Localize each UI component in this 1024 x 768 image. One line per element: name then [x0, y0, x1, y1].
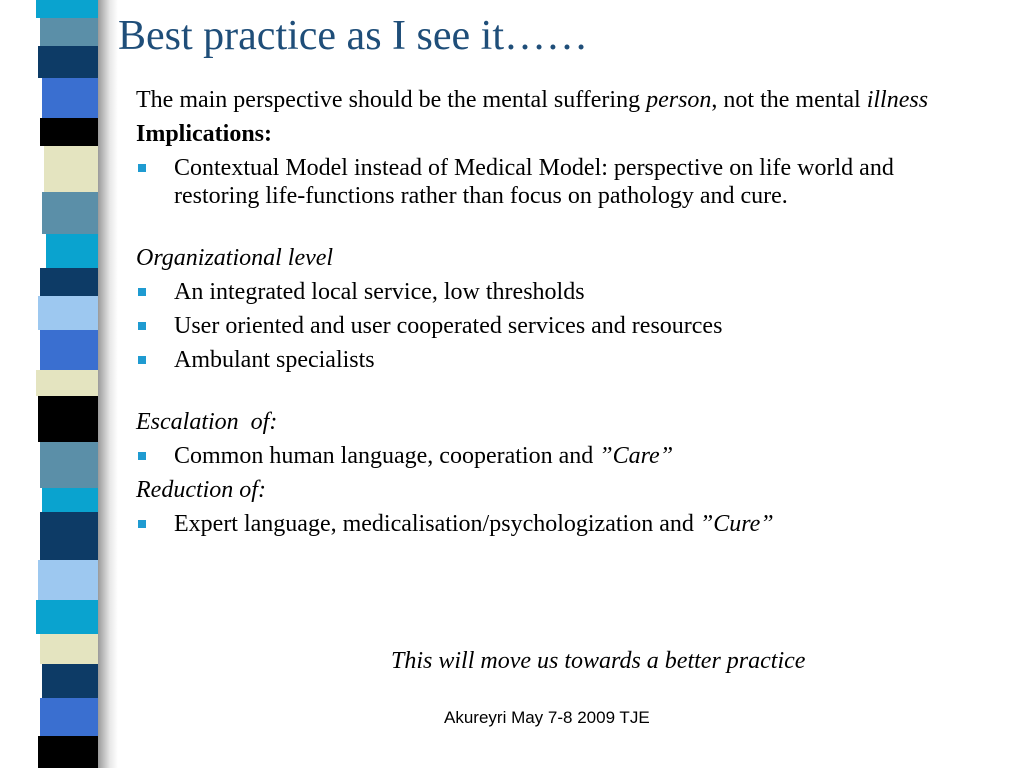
cure-emphasis: ”Cure” — [699, 511, 774, 537]
intro-paragraph — [136, 86, 936, 114]
bullet-square-icon — [138, 164, 146, 172]
bullet-square-icon — [138, 288, 146, 296]
care-emphasis: ”Care” — [599, 443, 674, 469]
intro-text-2: , not the mental — [711, 87, 867, 113]
list-item-text: User oriented and user cooperated services and resources — [174, 313, 723, 339]
reduction-heading: Reduction of: — [136, 477, 266, 503]
slide-footer: Akureyri May 7-8 2009 TJE — [444, 708, 650, 727]
bullet-square-icon — [138, 322, 146, 330]
list-item-text: An integrated local service, low thresholds — [174, 279, 585, 305]
list-item — [136, 510, 936, 538]
organizational-heading: Organizational level — [136, 245, 334, 271]
list-item — [136, 442, 936, 470]
list-item — [136, 154, 936, 210]
stripe-shadow — [98, 0, 118, 768]
list-item — [136, 346, 936, 374]
list-item — [136, 278, 936, 306]
list-item — [136, 312, 936, 340]
list-item-text: Contextual Model instead of Medical Model: perspective on life world and restoring life-functions rather than focus on pathology and cure. — [174, 155, 894, 209]
implications-heading: Implications: — [136, 121, 273, 147]
bullet-square-icon — [138, 356, 146, 364]
intro-text-1: The main perspective should be the mental suffering — [136, 87, 647, 113]
slide-title: Best practice as I see it…… — [118, 13, 588, 59]
bullet-square-icon — [138, 452, 146, 460]
slide-body — [136, 86, 936, 538]
bullet-square-icon — [138, 520, 146, 528]
list-item-text: Common human language, cooperation and — [174, 443, 600, 469]
decorative-stripe-bar — [0, 0, 118, 768]
list-item-text: Expert language, medicalisation/psychologization and — [174, 511, 700, 537]
intro-emphasis-person: person — [646, 87, 712, 113]
closing-statement: This will move us towards a better practice — [391, 648, 806, 674]
escalation-heading: Escalation of: — [136, 409, 278, 435]
intro-emphasis-illness: illness — [866, 87, 929, 113]
list-item-text: Ambulant specialists — [174, 347, 375, 373]
